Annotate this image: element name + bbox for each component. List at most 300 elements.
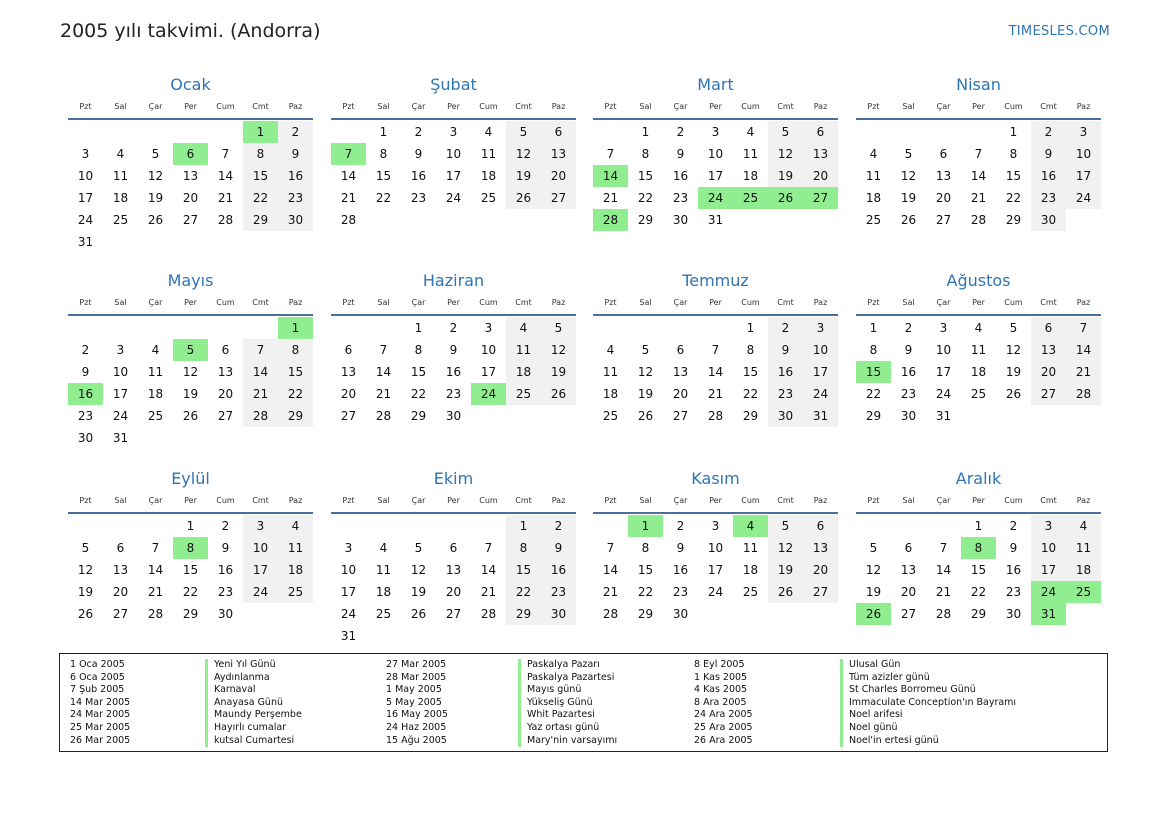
weekday-label: Pzt xyxy=(867,102,880,111)
day-cell: 11 xyxy=(1066,537,1101,559)
day-cell: 22 xyxy=(182,585,199,599)
legend-date: 8 Eyl 2005 xyxy=(694,659,745,670)
day-cell: 15 xyxy=(375,169,392,183)
day-cell: 13 xyxy=(445,563,462,577)
day-cell: 2 xyxy=(221,519,230,533)
legend-date: 26 Mar 2005 xyxy=(70,734,131,746)
weekday-label: Paz xyxy=(288,298,303,307)
day-cell: 28 xyxy=(340,213,357,227)
legend-date: 15 Ağu 2005 xyxy=(386,734,447,746)
day-cell: 2 xyxy=(904,321,913,335)
day-cell: 30 xyxy=(445,409,462,423)
day-cell: 14 xyxy=(147,563,164,577)
month-name: Nisan xyxy=(956,75,1001,94)
weekday-label: Paz xyxy=(1076,102,1091,111)
day-cell: 3 xyxy=(243,515,278,537)
day-cell: 5 xyxy=(506,121,541,143)
day-grid xyxy=(593,316,838,427)
empty-cell xyxy=(856,515,891,537)
weekday-label: Çar xyxy=(148,102,163,111)
legend-holiday-name: Tüm azizler günü xyxy=(840,672,930,685)
day-cell: 27 xyxy=(900,607,917,621)
day-cell: 4 xyxy=(484,125,493,139)
weekday-label: Cmt xyxy=(252,298,269,307)
day-cell: 31 xyxy=(707,213,724,227)
day-cell: 31 xyxy=(935,409,952,423)
day-cell: 24 xyxy=(935,387,952,401)
day-cell: 14 xyxy=(340,169,357,183)
day-cell: 11 xyxy=(742,147,759,161)
day-cell: 22 xyxy=(506,581,541,603)
weekday-label: Sal xyxy=(377,102,390,111)
day-cell: 8 xyxy=(641,541,650,555)
day-cell: 6 xyxy=(116,541,125,555)
day-cell: 7 xyxy=(151,541,160,555)
day-cell: 11 xyxy=(480,147,497,161)
day-grid xyxy=(331,120,576,231)
weekday-label: Çar xyxy=(148,496,163,505)
day-cell: 23 xyxy=(217,585,234,599)
day-cell: 22 xyxy=(637,191,654,205)
day-cell: 22 xyxy=(970,585,987,599)
day-cell: 6 xyxy=(344,343,353,357)
weekday-label: Per xyxy=(709,298,722,307)
weekday-label: Çar xyxy=(936,102,951,111)
day-cell: 17 xyxy=(1031,559,1066,581)
day-grid xyxy=(593,120,838,231)
legend-holiday-name: Aydınlanma xyxy=(205,672,270,685)
day-cell: 5 xyxy=(904,147,913,161)
day-cell: 5 xyxy=(768,515,803,537)
day-cell: 17 xyxy=(112,387,129,401)
day-cell: 19 xyxy=(506,165,541,187)
day-cell: 17 xyxy=(445,169,462,183)
weekday-label: Sal xyxy=(902,102,915,111)
empty-cell xyxy=(856,121,891,143)
day-cell: 26 xyxy=(77,607,94,621)
day-cell: 3 xyxy=(1031,515,1066,537)
empty-cell xyxy=(366,515,401,537)
day-cell: 31 xyxy=(340,629,357,643)
empty-cell xyxy=(593,515,628,537)
day-cell: 22 xyxy=(637,585,654,599)
weekday-label: Çar xyxy=(936,496,951,505)
legend-date: 25 Ara 2005 xyxy=(694,722,753,733)
day-cell: 28 xyxy=(602,607,619,621)
day-cell: 10 xyxy=(1031,537,1066,559)
day-cell: 5 xyxy=(81,541,90,555)
empty-cell xyxy=(103,121,138,143)
day-cell: 23 xyxy=(672,585,689,599)
day-cell: 8 xyxy=(506,537,541,559)
day-cell: 17 xyxy=(480,365,497,379)
day-cell: 27 xyxy=(112,607,129,621)
day-cell: 3 xyxy=(711,125,720,139)
day-cell: 3 xyxy=(344,541,353,555)
holiday-day-cell: 25 xyxy=(1066,581,1101,603)
day-cell: 21 xyxy=(602,191,619,205)
weekday-label: Pzt xyxy=(79,298,92,307)
day-cell: 24 xyxy=(77,213,94,227)
holiday-day-cell: 27 xyxy=(803,187,838,209)
day-cell: 1 xyxy=(746,321,755,335)
legend-holiday-name: Karnaval xyxy=(205,684,256,697)
month-block xyxy=(593,270,838,427)
day-cell: 7 xyxy=(939,541,948,555)
day-cell: 17 xyxy=(243,559,278,581)
day-cell: 20 xyxy=(803,165,838,187)
day-cell: 28 xyxy=(970,213,987,227)
weekday-label: Cmt xyxy=(252,496,269,505)
legend-holiday-name: Ulusal Gün xyxy=(840,659,900,672)
day-cell: 5 xyxy=(151,147,160,161)
month-name: Eylül xyxy=(171,469,210,488)
day-cell: 7 xyxy=(974,147,983,161)
day-cell: 12 xyxy=(900,169,917,183)
day-cell: 25 xyxy=(375,607,392,621)
day-cell: 24 xyxy=(112,409,129,423)
weekday-label: Cum xyxy=(1004,496,1023,505)
day-cell: 16 xyxy=(217,563,234,577)
day-cell: 12 xyxy=(865,563,882,577)
day-cell: 16 xyxy=(1031,165,1066,187)
empty-cell xyxy=(926,515,961,537)
day-cell: 15 xyxy=(637,169,654,183)
day-cell: 6 xyxy=(676,343,685,357)
weekday-label: Pzt xyxy=(604,496,617,505)
day-cell: 13 xyxy=(672,365,689,379)
day-cell: 25 xyxy=(742,585,759,599)
day-grid xyxy=(331,514,576,647)
day-cell: 10 xyxy=(340,563,357,577)
day-grid xyxy=(856,316,1101,427)
day-cell: 2 xyxy=(81,343,90,357)
day-cell: 19 xyxy=(77,585,94,599)
day-cell: 21 xyxy=(1066,361,1101,383)
day-cell: 27 xyxy=(672,409,689,423)
day-cell: 23 xyxy=(900,387,917,401)
legend-date: 28 Mar 2005 xyxy=(386,671,447,683)
day-cell: 18 xyxy=(506,361,541,383)
day-cell: 20 xyxy=(182,191,199,205)
day-cell: 5 xyxy=(1009,321,1018,335)
page-title: 2005 yılı takvimi. (Andorra) xyxy=(60,20,321,42)
day-cell: 19 xyxy=(541,361,576,383)
day-cell: 16 xyxy=(672,169,689,183)
day-cell: 4 xyxy=(506,317,541,339)
day-cell: 30 xyxy=(1005,607,1022,621)
legend-holiday-name: Noel arifesi xyxy=(840,709,903,722)
weekday-label: Per xyxy=(447,496,460,505)
weekday-label: Cum xyxy=(741,102,760,111)
day-cell: 26 xyxy=(1005,387,1022,401)
legend-holiday-name: Maundy Perşembe xyxy=(205,709,302,722)
weekday-label: Paz xyxy=(288,102,303,111)
day-cell: 1 xyxy=(186,519,195,533)
legend-holiday-name: Mayıs günü xyxy=(518,684,581,697)
day-cell: 8 xyxy=(1009,147,1018,161)
day-cell: 26 xyxy=(410,607,427,621)
day-cell: 27 xyxy=(340,409,357,423)
day-cell: 21 xyxy=(375,387,392,401)
day-cell: 22 xyxy=(410,387,427,401)
day-cell: 23 xyxy=(672,191,689,205)
empty-cell xyxy=(891,515,926,537)
weekday-label: Cum xyxy=(479,496,498,505)
weekday-label: Sal xyxy=(902,496,915,505)
weekday-label: Cmt xyxy=(515,496,532,505)
day-cell: 18 xyxy=(112,191,129,205)
day-cell: 7 xyxy=(484,541,493,555)
day-cell: 17 xyxy=(340,585,357,599)
legend-date: 14 Mar 2005 xyxy=(70,696,131,708)
empty-cell xyxy=(103,515,138,537)
legend-date: 4 Kas 2005 xyxy=(694,684,748,696)
day-cell: 24 xyxy=(803,383,838,405)
weekday-label: Cum xyxy=(479,102,498,111)
day-cell: 19 xyxy=(637,387,654,401)
day-cell: 28 xyxy=(707,409,724,423)
day-cell: 23 xyxy=(410,191,427,205)
day-cell: 30 xyxy=(77,431,94,445)
holiday-day-cell: 8 xyxy=(961,537,996,559)
day-cell: 8 xyxy=(869,343,878,357)
day-cell: 4 xyxy=(869,147,878,161)
legend-holiday-name: Paskalya Pazarı xyxy=(518,659,600,672)
day-cell: 15 xyxy=(637,563,654,577)
day-cell: 31 xyxy=(112,431,129,445)
legend-holiday-name: Noel günü xyxy=(840,722,898,735)
day-cell: 14 xyxy=(217,169,234,183)
legend-date: 1 May 2005 xyxy=(386,684,442,696)
day-cell: 17 xyxy=(803,361,838,383)
weekday-label: Çar xyxy=(411,496,426,505)
day-cell: 3 xyxy=(1066,121,1101,143)
legend-holiday-name: Immaculate Conception'ın Bayramı xyxy=(840,697,1016,710)
day-cell: 12 xyxy=(410,563,427,577)
day-cell: 18 xyxy=(742,169,759,183)
day-cell: 13 xyxy=(340,365,357,379)
weekday-label: Paz xyxy=(813,496,828,505)
day-cell: 14 xyxy=(707,365,724,379)
weekday-label: Paz xyxy=(288,496,303,505)
weekday-label: Sal xyxy=(902,298,915,307)
empty-cell xyxy=(68,317,103,339)
day-cell: 13 xyxy=(803,143,838,165)
weekday-header xyxy=(331,490,576,514)
day-cell: 12 xyxy=(541,339,576,361)
day-cell: 24 xyxy=(243,581,278,603)
day-cell: 11 xyxy=(278,537,313,559)
month-block xyxy=(593,74,838,231)
day-cell: 16 xyxy=(541,559,576,581)
legend-date: 24 Mar 2005 xyxy=(70,709,131,721)
empty-cell xyxy=(208,317,243,339)
day-cell: 27 xyxy=(541,187,576,209)
day-cell: 23 xyxy=(77,409,94,423)
holiday-day-cell: 24 xyxy=(1031,581,1066,603)
empty-cell xyxy=(891,121,926,143)
empty-cell xyxy=(593,317,628,339)
day-cell: 10 xyxy=(707,147,724,161)
day-cell: 16 xyxy=(410,169,427,183)
day-cell: 7 xyxy=(243,339,278,361)
month-name: Haziran xyxy=(422,271,485,290)
holiday-day-cell: 5 xyxy=(173,339,208,361)
day-cell: 12 xyxy=(77,563,94,577)
day-cell: 10 xyxy=(243,537,278,559)
day-cell: 29 xyxy=(970,607,987,621)
day-cell: 29 xyxy=(637,607,654,621)
day-cell: 7 xyxy=(221,147,230,161)
day-cell: 9 xyxy=(414,147,423,161)
month-block xyxy=(331,74,576,231)
day-cell: 6 xyxy=(541,121,576,143)
legend-date: 26 Ara 2005 xyxy=(694,734,753,746)
weekday-header xyxy=(68,490,313,514)
day-cell: 29 xyxy=(637,213,654,227)
day-cell: 14 xyxy=(1066,339,1101,361)
day-cell: 11 xyxy=(147,365,164,379)
day-cell: 9 xyxy=(221,541,230,555)
day-cell: 4 xyxy=(116,147,125,161)
day-cell: 1 xyxy=(1009,125,1018,139)
day-cell: 12 xyxy=(637,365,654,379)
month-block xyxy=(856,74,1101,231)
day-grid xyxy=(856,120,1101,231)
day-cell: 30 xyxy=(672,213,689,227)
weekday-label: Cmt xyxy=(252,102,269,111)
day-cell: 5 xyxy=(414,541,423,555)
legend-date: 16 May 2005 xyxy=(386,709,448,721)
weekday-label: Sal xyxy=(377,496,390,505)
day-cell: 23 xyxy=(1005,585,1022,599)
day-cell: 15 xyxy=(410,365,427,379)
day-cell: 11 xyxy=(375,563,392,577)
day-cell: 27 xyxy=(182,213,199,227)
weekday-label: Cum xyxy=(216,298,235,307)
weekday-label: Per xyxy=(447,298,460,307)
day-cell: 26 xyxy=(637,409,654,423)
weekday-label: Cum xyxy=(216,496,235,505)
empty-cell xyxy=(628,317,663,339)
day-cell: 11 xyxy=(742,541,759,555)
weekday-label: Paz xyxy=(813,298,828,307)
day-cell: 8 xyxy=(278,339,313,361)
legend-date: 5 May 2005 xyxy=(386,696,442,708)
day-cell: 16 xyxy=(1005,563,1022,577)
day-cell: 25 xyxy=(112,213,129,227)
weekday-header xyxy=(331,292,576,316)
holiday-day-cell: 25 xyxy=(733,187,768,209)
day-cell: 12 xyxy=(182,365,199,379)
day-cell: 26 xyxy=(541,383,576,405)
day-cell: 11 xyxy=(602,365,619,379)
day-cell: 25 xyxy=(865,213,882,227)
day-cell: 22 xyxy=(278,383,313,405)
day-cell: 3 xyxy=(803,317,838,339)
weekday-header xyxy=(856,96,1101,120)
day-cell: 17 xyxy=(935,365,952,379)
day-cell: 16 xyxy=(900,365,917,379)
weekday-label: Sal xyxy=(639,298,652,307)
legend-holiday-name: Yükseliş Günü xyxy=(518,697,593,710)
weekday-label: Cmt xyxy=(1040,102,1057,111)
weekday-label: Per xyxy=(972,298,985,307)
day-cell: 4 xyxy=(1066,515,1101,537)
weekday-label: Sal xyxy=(114,102,127,111)
legend-holiday-name: Noel'in ertesi günü xyxy=(840,735,939,748)
legend-date: 8 Ara 2005 xyxy=(694,696,747,708)
day-cell: 25 xyxy=(278,581,313,603)
day-cell: 8 xyxy=(746,343,755,357)
day-cell: 19 xyxy=(768,559,803,581)
day-cell: 25 xyxy=(970,387,987,401)
weekday-label: Per xyxy=(184,496,197,505)
day-cell: 4 xyxy=(151,343,160,357)
day-cell: 27 xyxy=(1031,383,1066,405)
day-cell: 3 xyxy=(484,321,493,335)
day-cell: 6 xyxy=(904,541,913,555)
day-cell: 10 xyxy=(445,147,462,161)
day-cell: 19 xyxy=(865,585,882,599)
day-cell: 1 xyxy=(506,515,541,537)
weekday-header xyxy=(68,292,313,316)
empty-cell xyxy=(103,317,138,339)
weekday-label: Pzt xyxy=(79,496,92,505)
weekday-label: Sal xyxy=(639,496,652,505)
day-cell: 24 xyxy=(340,607,357,621)
day-cell: 19 xyxy=(147,191,164,205)
day-cell: 10 xyxy=(935,343,952,357)
day-cell: 17 xyxy=(707,563,724,577)
day-cell: 4 xyxy=(974,321,983,335)
weekday-label: Paz xyxy=(551,298,566,307)
site-link[interactable]: TIMESLES.COM xyxy=(1008,24,1110,39)
day-cell: 3 xyxy=(449,125,458,139)
day-cell: 23 xyxy=(768,383,803,405)
day-cell: 26 xyxy=(506,187,541,209)
holiday-day-cell: 24 xyxy=(471,383,506,405)
weekday-header xyxy=(68,96,313,120)
day-cell: 1 xyxy=(641,125,650,139)
month-block xyxy=(331,468,576,647)
day-cell: 18 xyxy=(970,365,987,379)
day-cell: 4 xyxy=(379,541,388,555)
day-grid xyxy=(68,120,313,253)
empty-cell xyxy=(173,121,208,143)
day-cell: 13 xyxy=(112,563,129,577)
day-cell: 20 xyxy=(803,559,838,581)
day-cell: 20 xyxy=(900,585,917,599)
day-cell: 27 xyxy=(803,581,838,603)
day-cell: 29 xyxy=(1005,213,1022,227)
weekday-label: Çar xyxy=(673,298,688,307)
day-grid xyxy=(68,514,313,625)
weekday-label: Paz xyxy=(551,102,566,111)
day-cell: 11 xyxy=(970,343,987,357)
holiday-day-cell: 4 xyxy=(733,515,768,537)
empty-cell xyxy=(471,515,506,537)
day-cell: 13 xyxy=(541,143,576,165)
day-cell: 18 xyxy=(865,191,882,205)
day-cell: 13 xyxy=(182,169,199,183)
month-block xyxy=(331,270,576,427)
month-name: Ağustos xyxy=(946,271,1011,290)
day-cell: 4 xyxy=(606,343,615,357)
day-cell: 19 xyxy=(1005,365,1022,379)
empty-cell xyxy=(331,121,366,143)
